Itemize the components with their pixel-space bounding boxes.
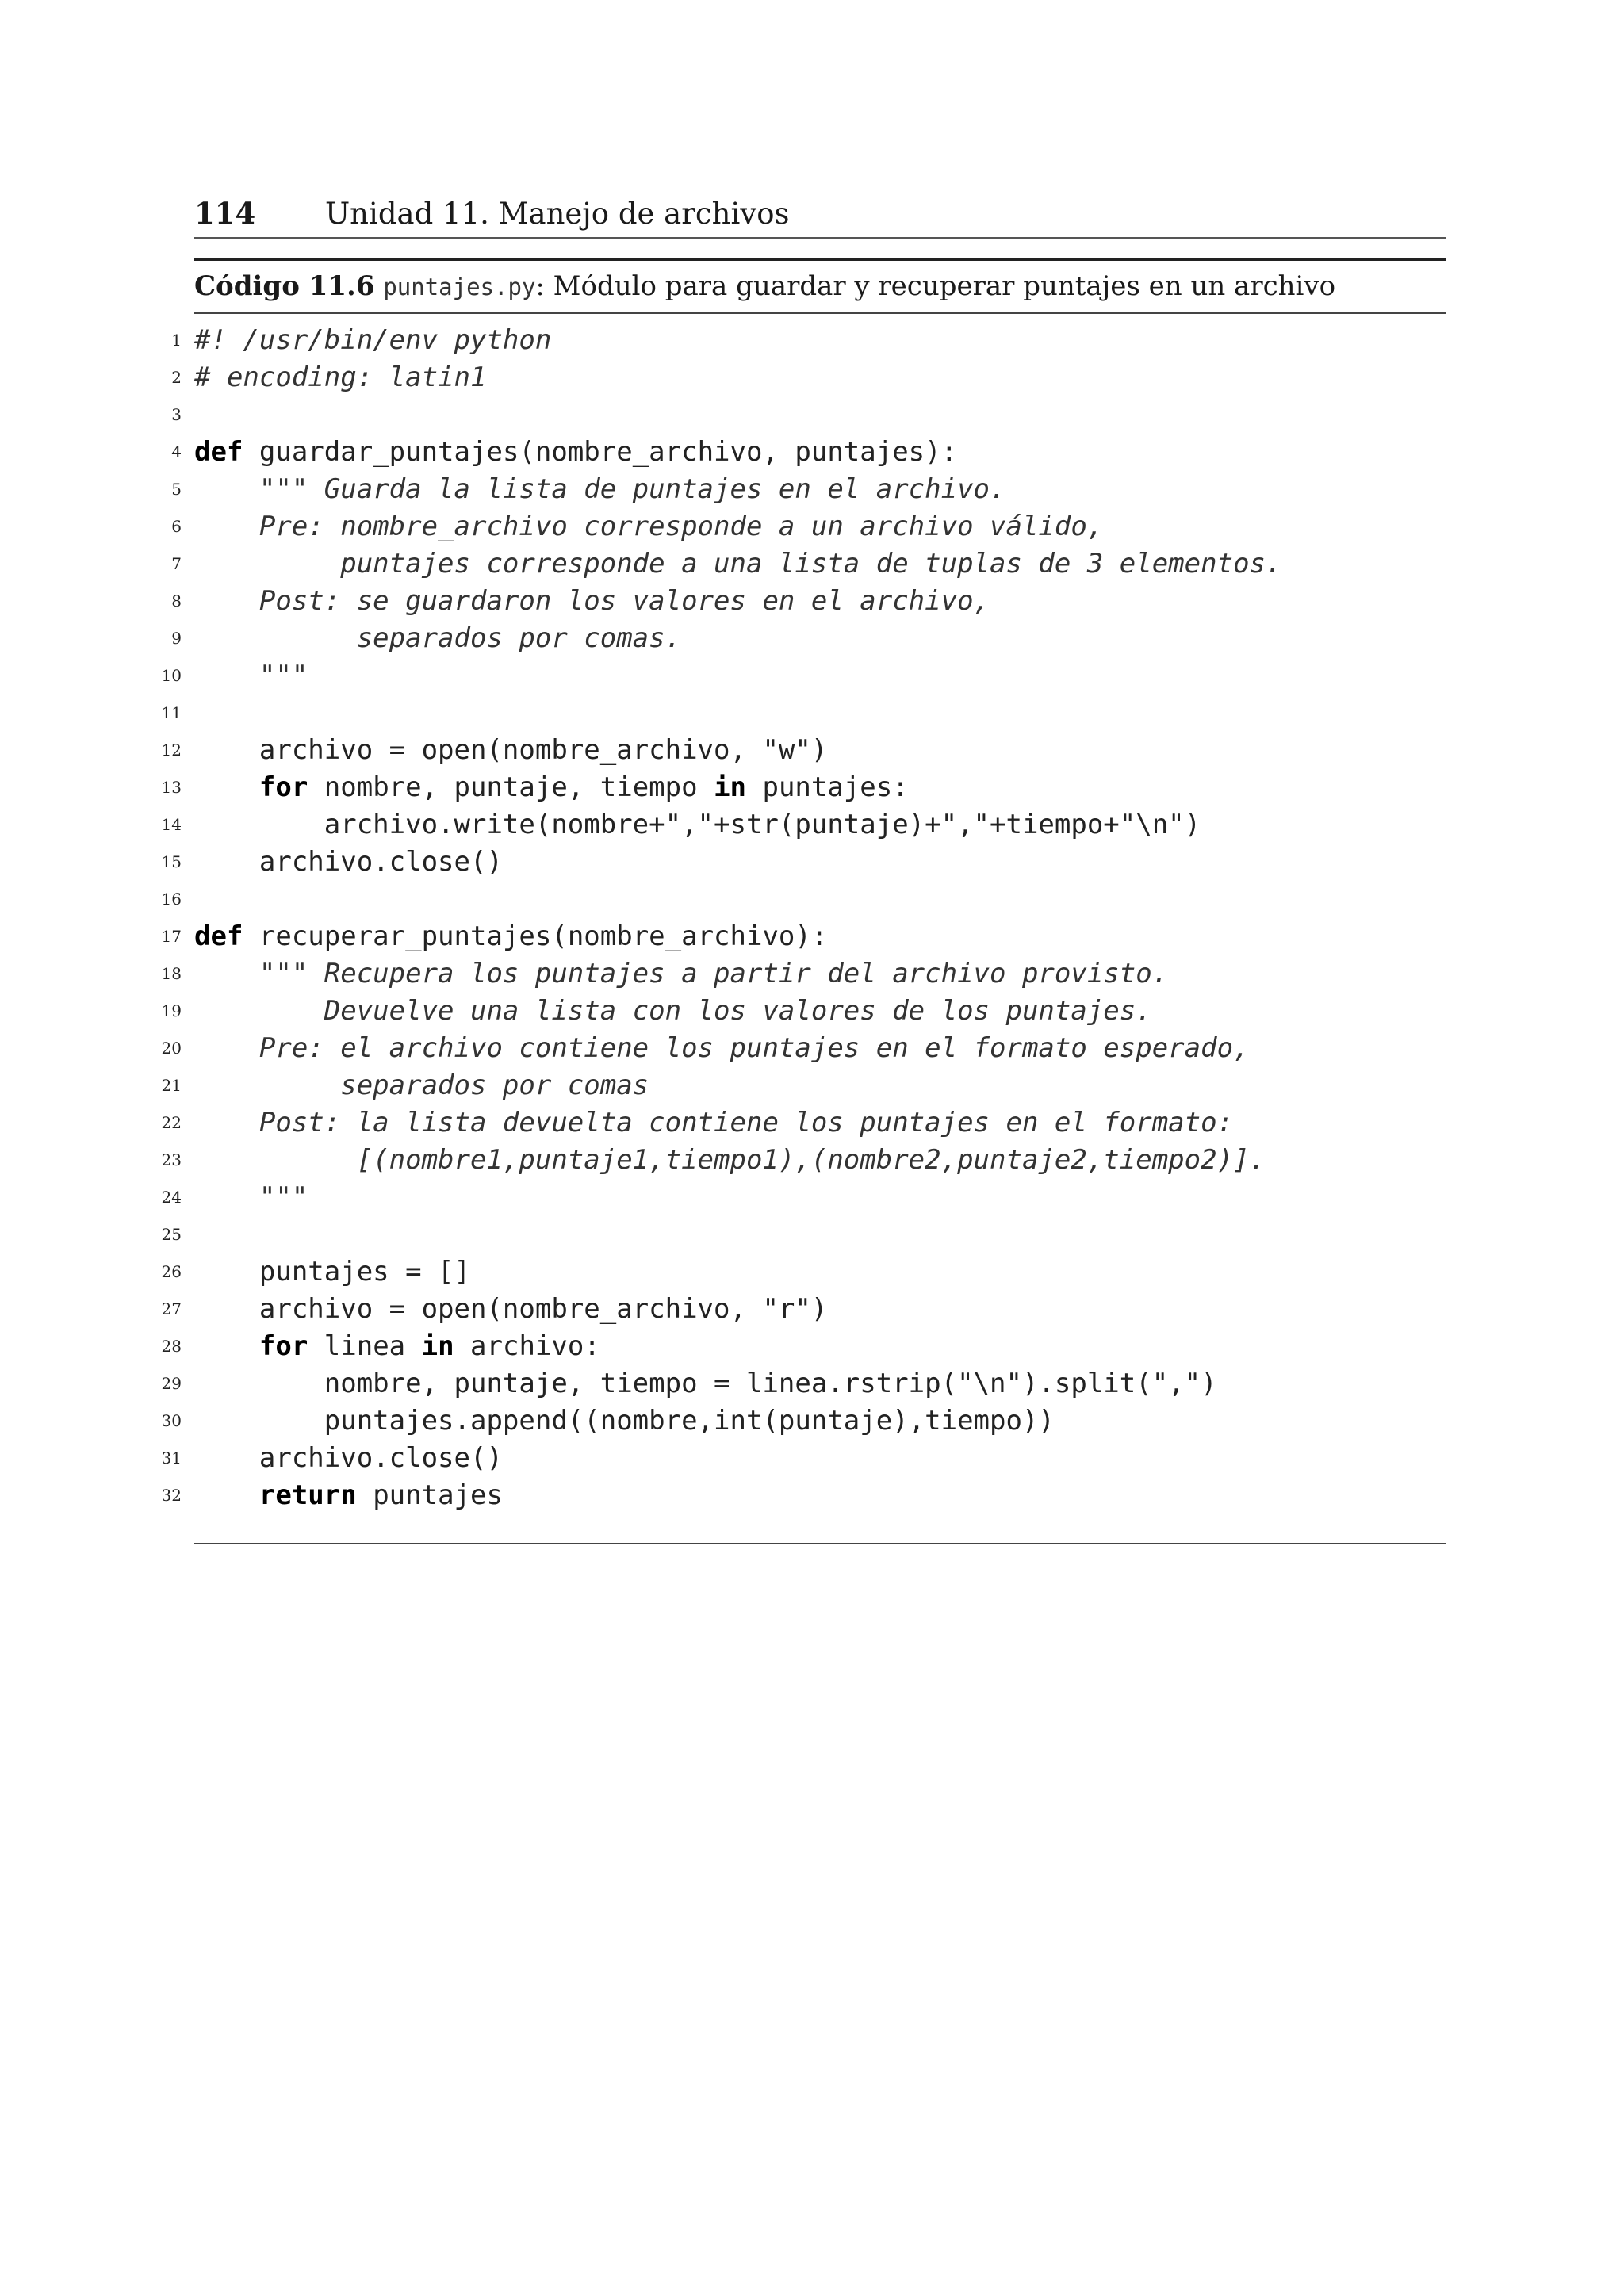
code-comment: """ Recupera los puntajes a partir del archivo provisto. [194, 958, 1169, 989]
code-line [155, 1440, 1446, 1477]
code-text [194, 471, 1006, 508]
code-token: archivo = open(nombre_archivo, "w") [194, 734, 828, 766]
line-number: 26 [161, 1262, 182, 1281]
line-number: 8 [171, 591, 182, 610]
line-number: 11 [161, 703, 182, 722]
code-text [194, 844, 503, 881]
line-number: 30 [161, 1411, 182, 1430]
code-comment: Devuelve una lista con los valores de los puntajes. [194, 995, 1152, 1027]
code-token [194, 771, 259, 803]
code-token [194, 1479, 259, 1511]
code-token: archivo: [454, 1330, 600, 1362]
code-keyword: for [259, 1330, 308, 1362]
line-number: 5 [171, 480, 182, 499]
line-number: 7 [171, 554, 182, 573]
code-text [194, 657, 308, 695]
code-token: archivo.write(nombre+","+str(puntaje)+","+tiempo+"\n") [194, 809, 1201, 840]
line-number: 3 [171, 405, 182, 424]
code-text [194, 918, 827, 955]
code-text [194, 434, 957, 471]
line-number: 31 [161, 1448, 182, 1468]
code-token: linea [308, 1330, 422, 1362]
code-line [155, 1365, 1446, 1402]
code-text [194, 1291, 827, 1328]
code-line [155, 844, 1446, 881]
code-comment: # encoding: latin1 [194, 362, 487, 393]
code-line [155, 1179, 1446, 1216]
code-line [155, 1402, 1446, 1440]
code-line [155, 1291, 1446, 1328]
code-text [194, 1253, 470, 1291]
code-text [194, 359, 486, 396]
code-text [194, 508, 1103, 545]
code-line [155, 1477, 1446, 1514]
code-token: puntajes: [746, 771, 909, 803]
code-text [194, 1104, 1233, 1142]
code-text [194, 1402, 1055, 1440]
code-token: puntajes.append((nombre,int(puntaje),tiempo)) [194, 1405, 1055, 1437]
code-text [194, 620, 681, 657]
line-number: 22 [161, 1113, 182, 1132]
line-number: 15 [161, 852, 182, 871]
line-number: 29 [161, 1374, 182, 1393]
code-line [155, 1067, 1446, 1104]
code-keyword: def [194, 436, 243, 468]
line-number: 4 [171, 442, 182, 461]
code-token: puntajes [356, 1479, 503, 1511]
line-number: 19 [161, 1001, 182, 1020]
code-token: recuperar_puntajes(nombre_archivo): [243, 920, 828, 952]
code-text [194, 769, 909, 806]
caption-description: : Módulo para guardar y recuperar puntajes en un archivo [535, 270, 1336, 302]
code-line [155, 1328, 1446, 1365]
line-number: 24 [161, 1188, 182, 1207]
code-text [194, 583, 990, 620]
line-number: 1 [171, 331, 182, 350]
code-text [194, 806, 1201, 844]
code-line [155, 732, 1446, 769]
code-comment: Post: se guardaron los valores en el archivo, [194, 585, 990, 617]
code-line [155, 434, 1446, 471]
caption-label: Código 11.6 [194, 270, 375, 302]
line-number: 13 [161, 778, 182, 797]
code-token: nombre, puntaje, tiempo = linea.rstrip("\n").split(",") [194, 1368, 1217, 1399]
code-line [155, 881, 1446, 918]
code-token: nombre, puntaje, tiempo [308, 771, 714, 803]
code-line [155, 955, 1446, 993]
code-comment: separados por comas. [194, 622, 682, 654]
code-text [194, 1067, 649, 1104]
line-number: 25 [161, 1225, 182, 1244]
code-text [194, 1142, 1266, 1179]
code-line [155, 993, 1446, 1030]
code-comment: """ [194, 1181, 308, 1213]
code-line [155, 508, 1446, 545]
line-number: 12 [161, 740, 182, 760]
line-number: 21 [161, 1076, 182, 1095]
code-keyword: return [259, 1479, 357, 1511]
line-number: 18 [161, 964, 182, 983]
code-line [155, 1216, 1446, 1253]
code-line [155, 918, 1446, 955]
code-token: puntajes = [] [194, 1256, 470, 1288]
code-comment: separados por comas [194, 1070, 649, 1101]
code-comment: Pre: nombre_archivo corresponde a un archivo válido, [194, 511, 1104, 542]
code-keyword: in [421, 1330, 454, 1362]
code-comment: #! /usr/bin/env python [194, 324, 552, 356]
code-text [194, 322, 551, 359]
code-token: guardar_puntajes(nombre_archivo, puntajes): [243, 436, 958, 468]
line-number: 9 [171, 629, 182, 648]
code-text [194, 955, 1168, 993]
code-text [194, 1365, 1217, 1402]
code-line [155, 695, 1446, 732]
line-number: 2 [171, 368, 182, 387]
code-text [194, 993, 1152, 1030]
line-number: 27 [161, 1299, 182, 1318]
code-comment: """ Guarda la lista de puntajes en el archivo. [194, 473, 1006, 505]
code-token: archivo.close() [194, 1442, 503, 1474]
code-line [155, 1142, 1446, 1179]
code-token [194, 1330, 259, 1362]
code-comment: Post: la lista devuelta contiene los puntajes en el formato: [194, 1107, 1234, 1138]
line-number: 28 [161, 1337, 182, 1356]
code-text [194, 1440, 503, 1477]
code-text [194, 732, 827, 769]
code-text [194, 545, 1281, 583]
code-comment: """ [194, 660, 308, 691]
code-comment: [(nombre1,puntaje1,tiempo1),(nombre2,puntaje2,tiempo2)]. [194, 1144, 1266, 1176]
code-text [194, 1179, 308, 1216]
line-number: 16 [161, 890, 182, 909]
code-text [194, 1030, 1250, 1067]
code-keyword: for [259, 771, 308, 803]
code-line [155, 1030, 1446, 1067]
code-keyword: in [714, 771, 747, 803]
code-line [155, 396, 1446, 434]
code-comment: puntajes corresponde a una lista de tuplas de 3 elementos. [194, 548, 1282, 580]
line-number: 32 [161, 1486, 182, 1505]
code-line [155, 806, 1446, 844]
code-line [155, 471, 1446, 508]
page-number: 114 [194, 196, 256, 231]
code-line [155, 657, 1446, 695]
listing-bottom-rule [194, 1543, 1446, 1544]
line-number: 17 [161, 927, 182, 946]
code-token: archivo.close() [194, 846, 503, 878]
code-line [155, 1253, 1446, 1291]
line-number: 20 [161, 1039, 182, 1058]
chapter-title: Unidad 11. Manejo de archivos [325, 197, 790, 231]
caption-filename: puntajes.py [383, 274, 536, 300]
page-header [194, 193, 1446, 239]
code-line [155, 583, 1446, 620]
code-line [155, 620, 1446, 657]
line-number: 10 [161, 666, 182, 685]
line-number: 23 [161, 1150, 182, 1169]
line-number: 6 [171, 517, 182, 536]
code-line [155, 545, 1446, 583]
code-line [155, 359, 1446, 396]
code-caption [194, 258, 1446, 314]
code-comment: Pre: el archivo contiene los puntajes en el formato esperado, [194, 1032, 1250, 1064]
code-text [194, 1477, 503, 1514]
code-token: archivo = open(nombre_archivo, "r") [194, 1293, 828, 1325]
line-number: 14 [161, 815, 182, 834]
code-listing [155, 322, 1446, 1514]
code-line [155, 322, 1446, 359]
code-line [155, 1104, 1446, 1142]
code-keyword: def [194, 920, 243, 952]
code-text [194, 1328, 600, 1365]
code-line [155, 769, 1446, 806]
